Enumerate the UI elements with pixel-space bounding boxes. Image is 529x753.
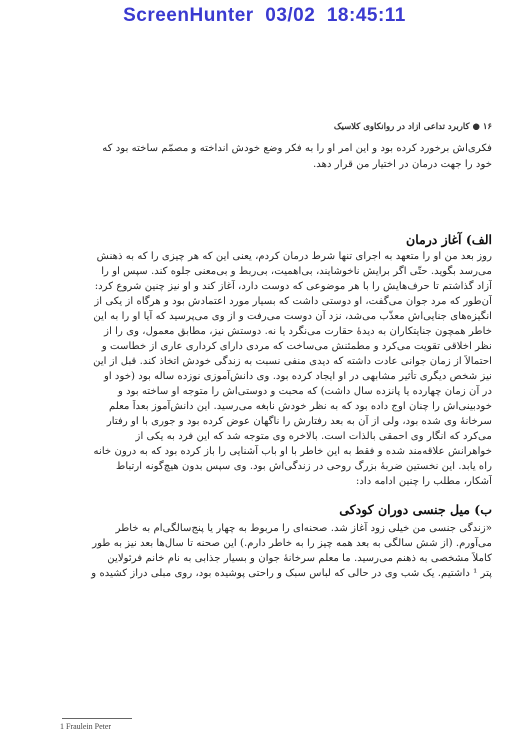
- section-heading-a: الف) آغاز درمان: [406, 232, 492, 247]
- paragraph-line: نیز شخص دیگری تأثیر مشابهی در او ایجاد کرده بود. وی دانش‌آموزی نوزده ساله بود (خود او: [103, 371, 492, 382]
- paragraph-line: پتر ¹ داشتیم. یک شب وی در حالی که لباس سبک و راحتی پوشیده بود، روی مبلی دراز کشیده و: [91, 568, 492, 579]
- paragraph-line: «زندگی جنسی من خیلی زود آغاز شد. صحنه‌ای را مربوط به چهار یا پنج‌سالگی‌ام به خاطر: [115, 523, 492, 534]
- paragraph-line: نظر اخلاقی تقویت می‌کرد و مطمئنش می‌ساخت که مردی دارای کرداری عاری از خطاست و: [101, 341, 492, 352]
- paragraph-line: خاطر همچون جنایتکاران به دیدهٔ حقارت می‌نگرد یا نه. دوستش نیز، مطابق معمول، وی را از: [104, 326, 492, 337]
- intro-line: فکری‌اش برخورد کرده بود و این امر او را به فکر وضع خودش انداخته و مصمّم ساخته بود که: [102, 143, 492, 154]
- book-page: [62, 122, 492, 742]
- intro-line: خود را جهت درمان در اختیار من قرار دهد.: [313, 159, 492, 170]
- paragraph-line: آزاد گذاشتم تا حرف‌هایش را با هر موضوعی که دوست دارد، آغاز کند و او نیز چنین شروع کرد:: [94, 281, 492, 292]
- paragraph-line: در آن زمان چهارده یا پانزده سال داشت) که محبت و دوستی‌اش را متوجه او ساخته بود و: [117, 386, 492, 397]
- paragraph-line: می‌آورم. (از شش سالگی به بعد همه چیز را به خاطر دارم.) این صحنه تا سال‌ها بعد نیز به طور: [92, 538, 492, 549]
- paragraph-line: می‌کرد که انگار وی احمقی بالذات است. بالاخره وی متوجه شد که این فرد به یکی از: [135, 431, 492, 442]
- paragraph-line: سرخانهٔ وی شده بود، ولی از آن به بعد رفتارش را ناگهان عوض کرده بود و جوری با او رفتار: [106, 416, 492, 427]
- paragraph-line: راه یابد. این نخستین ضربهٔ بزرگ روحی در زندگی‌اش بود. وی سپس بدون هیچ‌گونه ارتباط: [115, 461, 492, 472]
- paragraph-line: روز بعد من او را متعهد به اجرای تنها شرط درمان کردم، یعنی این که هر چیزی را که به ذهنش: [96, 251, 492, 262]
- section-heading-b: ب) میل جنسی دوران کودکی: [339, 502, 492, 517]
- screenhunter-watermark: ScreenHunter 03/02 18:45:11: [123, 5, 406, 26]
- paragraph-line: خواهرانش علاقه‌مند شده و فقط به این خاطر با او باب آشنایی را باز کرده بود که به درون خانه: [93, 446, 492, 457]
- paragraph-line: می‌رسد بگوید. حتّی اگر برایش ناخوشایند، بی‌اهمیت، بی‌ربط و بی‌معنی جلوه کند. سپس او را: [101, 266, 492, 277]
- paragraph-line: احتمالاً از زمان جوانی عادت داشته که دیدی منفی نسبت به زندگی خودش اتخاذ کند. قبل از این: [93, 356, 492, 367]
- paragraph-line: کاملاً مشخصی به ذهنم می‌رسید. ما معلم سرخانهٔ جوان و بسیار جذابی به نام خانم فرئولاین: [107, 553, 492, 564]
- paragraph-line: خودبینی‌اش را چنان اوج داده بود که به نظر خودش نابغه می‌رسید. این دانش‌آموز بعداً معلم: [108, 401, 492, 412]
- paragraph-line: انگیزه‌های جنایی‌اش معذّب می‌شد، نزد آن دوست می‌رفت و از وی می‌پرسید که آیا او را به این: [93, 311, 492, 322]
- running-head: ۱۶ ● کاربرد تداعی آزاد در روانکاوی کلاسیک: [333, 122, 492, 132]
- paragraph-line: آشکار، مطلب را چنین ادامه داد:: [355, 476, 492, 487]
- paragraph-line: آن‌طور که مرد جوان می‌گفت، او دوستی داشت که بسیار مورد اعتمادش بود و هرگاه از یکی از: [94, 296, 492, 307]
- footnote-divider: [62, 718, 132, 719]
- footnote: 1 Fraulein Peter: [60, 722, 112, 731]
